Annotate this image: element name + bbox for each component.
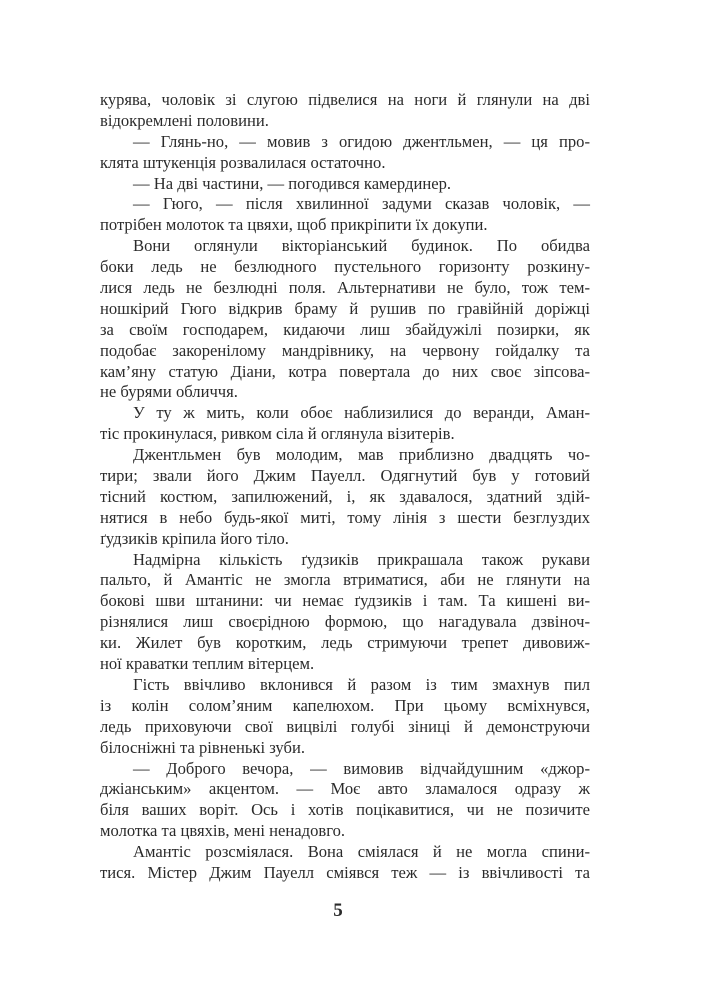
paragraph xyxy=(100,550,590,675)
body-text xyxy=(100,90,590,884)
text-line: потрібен молоток та цвяхи, щоб прикріпити їх докупи. xyxy=(100,215,488,235)
text-line: — Гюго, — після хвилинної задуми сказав чоловік, — xyxy=(133,194,590,214)
text-line: різнялися лиш своєрідною формою, що нагадувала дзвіноч- xyxy=(100,612,590,632)
text-line: Амантіс розсміялася. Вона сміялася й не могла спини- xyxy=(133,842,590,862)
text-line: білосніжні та рівненькі зуби. xyxy=(100,737,305,757)
text-line: кам’яну статую Діани, котра повертала до них своє зіпсова- xyxy=(100,361,590,381)
paragraph xyxy=(100,759,590,843)
text-line: тири; звали його Джим Пауелл. Одягнутий був у готовий xyxy=(100,466,590,486)
paragraph xyxy=(100,675,590,759)
text-line: У ту ж мить, коли обоє наблизилися до веранди, Аман- xyxy=(133,403,590,423)
text-line: молотка та цвяхів, мені ненадовго. xyxy=(100,821,346,841)
text-line: не бурями обличчя. xyxy=(100,382,238,402)
text-line: за своїм господарем, кидаючи лиш збайдужілі позирки, як xyxy=(100,319,590,339)
text-line: ки. Жилет був коротким, ледь стримуючи трепет дивовиж- xyxy=(100,633,590,653)
text-line: подобає закоренілому мандрівнику, на червону гойдалку та xyxy=(100,340,590,360)
text-line: лися ледь не безлюдні поля. Альтернативи не було, тож тем- xyxy=(100,278,590,298)
paragraph xyxy=(100,132,590,174)
text-line: — Доброго вечора, — вимовив відчайдушним «джор- xyxy=(133,758,590,778)
paragraph xyxy=(100,174,590,195)
page-number: 5 xyxy=(333,900,343,921)
paragraph xyxy=(100,842,590,884)
text-line: бокові шви штанини: чи немає ґудзиків і там. Та кишені ви- xyxy=(100,591,590,611)
text-line: ґудзиків кріпила його тіло. xyxy=(100,528,289,548)
text-line: Гість ввічливо вклонився й разом із тим змахнув пил xyxy=(133,674,590,694)
text-line: клята штукенція розвалилася остаточно. xyxy=(100,152,386,172)
text-line: курява, чоловік зі слугою підвелися на ноги й глянули на дві xyxy=(100,90,590,109)
paragraph xyxy=(100,194,590,236)
text-line: тісний костюм, запилюжений, і, як здавалося, здатний здій- xyxy=(100,486,590,506)
text-line: Вони оглянули вікторіанський будинок. По обидва xyxy=(133,236,590,256)
text-line: Джентльмен був молодим, мав приблизно двадцять чо- xyxy=(133,445,590,465)
text-line: — На дві частини, — погодився камердинер. xyxy=(133,173,452,193)
paragraph xyxy=(100,403,590,445)
text-line: тися. Містер Джим Пауелл сміявся теж — із ввічливості та xyxy=(100,862,590,882)
text-line: із колін солом’яним капелюхом. При цьому всміхнувся, xyxy=(100,695,590,715)
text-line: ношкірий Гюго відкрив браму й рушив по гравійній доріжці xyxy=(100,298,590,318)
text-line: пальто, й Амантіс не змогла втриматися, аби не глянути на xyxy=(100,570,590,590)
text-line: тіс прокинулася, ривком сіла й оглянула візитерів. xyxy=(100,424,455,444)
text-line: ледь приховуючи свої вицвілі голубі зіниці й демонструючи xyxy=(100,716,590,736)
paragraph xyxy=(100,90,590,132)
text-line: — Глянь-но, — мовив з огидою джентльмен, — ця про- xyxy=(133,131,590,151)
text-line: ної краватки теплим вітерцем. xyxy=(100,654,315,674)
text-line: Надмірна кількість ґудзиків прикрашала також рукави xyxy=(133,549,590,569)
paragraph xyxy=(100,445,590,549)
text-line: біля ваших воріт. Ось і хотів поцікавитися, чи не позичите xyxy=(100,800,590,820)
text-line: джіанським» акцентом. — Моє авто зламалося одразу ж xyxy=(100,779,590,799)
paragraph xyxy=(100,236,590,403)
text-line: боки ледь не безлюдного пустельного горизонту розкину- xyxy=(100,257,590,277)
text-line: відокремлені половини. xyxy=(100,110,269,130)
text-line: нятися в небо будь-якої миті, тому лінія з шести безглуздих xyxy=(100,507,590,527)
